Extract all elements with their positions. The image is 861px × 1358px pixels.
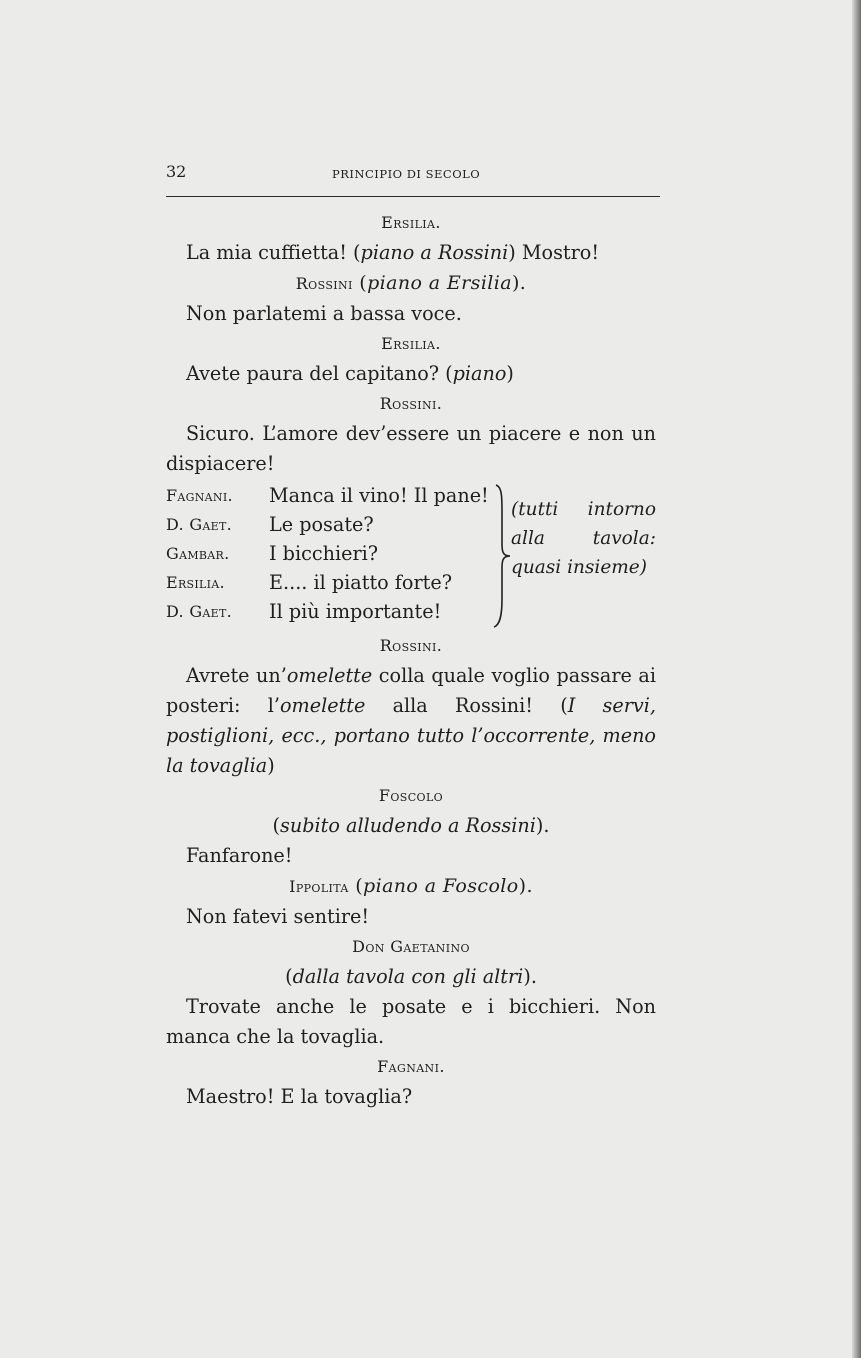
header-rule	[166, 196, 660, 197]
line-ersilia-1: La mia cuffietta! (piano a Rossini) Mostro!	[186, 241, 600, 264]
page-header	[166, 160, 660, 186]
running-title: PRINCIPIO DI SECOLO	[332, 167, 481, 181]
brace-mark	[486, 483, 514, 629]
line-ersilia-2: Avete paura del capitano? (piano)	[186, 362, 514, 385]
line-rossini-3: Avrete un’omelette colla quale voglio passare ai posteri: l’omelette alla Rossini! (I servi, postiglioni, ecc., portano tutto l’occorrente, meno la tovaglia)	[166, 664, 656, 777]
stage-direction-gaetanino: (dalla tavola con gli altri).	[285, 965, 537, 988]
line-ippolita: Non fatevi sentire!	[186, 905, 370, 928]
page-edge-shadow	[852, 0, 861, 1358]
page-number: 32	[166, 162, 187, 181]
speaker-ersilia-2: Ersilia.	[381, 334, 441, 353]
line-rossini-2: Sicuro. L’amore dev’essere un piacere e non un dispiacere!	[166, 422, 656, 475]
stage-direction-foscolo: (subito alludendo a Rossini).	[272, 814, 550, 837]
play-text	[166, 208, 656, 1112]
line-foscolo: Fanfarone!	[186, 844, 293, 867]
speaker-ippolita-dir: Ippolita (piano a Foscolo).	[289, 875, 533, 897]
line-fagnani: Maestro! E la tovaglia?	[186, 1085, 413, 1108]
speaker-gaetanino: Don Gaetanino	[352, 937, 470, 956]
speaker-rossini-dir: Rossini (piano a Ersilia).	[295, 272, 527, 294]
line-rossini-1: Non parlatemi a bassa voce.	[186, 302, 462, 325]
speaker-rossini-2: Rossini.	[379, 394, 443, 413]
ensemble-stage-direction: (tutti intorno alla tavola: quasi insieme)	[511, 499, 656, 578]
speaker-foscolo: Foscolo	[378, 786, 444, 805]
speaker-ersilia: Ersilia.	[381, 213, 441, 232]
ensemble-block: Fagnani. Manca il vino! Il pane! D. Gaet. Le posate? Gambar. I bicchieri? Ersilia. E.... il piatto forte? D. Gaet. Il più importante! (tutti intorno alla tavola: quasi insieme)	[166, 481, 656, 631]
speaker-fagnani: Fagnani.	[377, 1057, 445, 1076]
speaker-rossini-3: Rossini.	[379, 636, 443, 655]
line-gaetanino: Trovate anche le posate e i bicchieri. Non manca che la tovaglia.	[166, 995, 656, 1048]
